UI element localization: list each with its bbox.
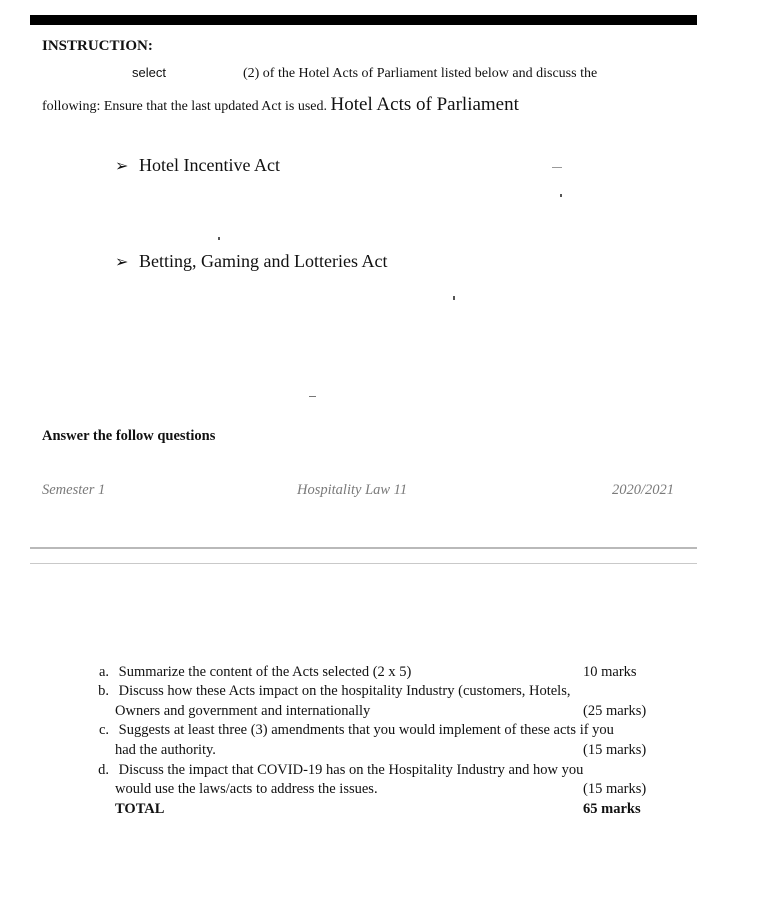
act-item [115, 251, 387, 272]
question-letter: b. [98, 683, 109, 699]
arrow-bullet-icon: ➢ [115, 156, 129, 175]
instruction-title: INSTRUCTION: [42, 38, 153, 54]
arrow-bullet-icon: ➢ [115, 252, 129, 271]
scan-speck [552, 167, 562, 168]
question-marks: (25 marks) [583, 703, 647, 719]
header-rule [30, 15, 697, 25]
question-text: Suggests at least three (3) amendments that you would implement of these acts if you [118, 722, 614, 738]
footer-course: Hospitality Law 11 [297, 482, 408, 498]
question-marks: (15 marks) [583, 781, 647, 797]
question-text-cont: had the authority. [115, 742, 216, 758]
scan-speck [218, 237, 220, 240]
question-text-cont: Owners and government and internationally [115, 703, 371, 719]
question-text: Discuss the impact that COVID-19 has on the Hospitality Industry and how you [118, 762, 584, 778]
question-letter: a. [98, 664, 109, 680]
scan-speck [309, 396, 316, 397]
instruction-line-1 [132, 65, 597, 82]
page-divider [30, 547, 697, 549]
question-letter: d. [98, 762, 109, 778]
question-text: Summarize the content of the Acts selected (2 x 5) [118, 664, 412, 680]
question-item [87, 762, 583, 779]
page-divider [30, 563, 697, 564]
act-item [115, 155, 280, 176]
question-marks: (15 marks) [583, 742, 647, 758]
answer-heading: Answer the follow questions [42, 428, 216, 444]
acts-heading: Hotel Acts of Parliament [330, 94, 519, 115]
question-marks: 10 marks [583, 664, 637, 680]
question-text: Discuss how these Acts impact on the hospitality Industry (customers, Hotels, [118, 683, 571, 699]
question-item [87, 683, 570, 700]
question-text-cont: would use the laws/acts to address the issues. [115, 781, 378, 797]
instruction-line-2 [42, 94, 519, 116]
instruction-line-2-text: following: Ensure that the last updated Act is used. [42, 99, 328, 114]
instruction-line-1-rest: (2) of the Hotel Acts of Parliament listed below and discuss the [242, 66, 598, 81]
question-letter: c. [98, 722, 109, 738]
select-word: select [132, 65, 166, 80]
footer-year: 2020/2021 [612, 482, 675, 498]
act-label: Betting, Gaming and Lotteries Act [139, 251, 388, 271]
total-marks: 65 marks [583, 801, 641, 817]
act-label: Hotel Incentive Act [139, 155, 280, 175]
question-item [87, 722, 614, 739]
scan-speck [560, 194, 562, 197]
scan-speck [453, 296, 455, 300]
footer-semester: Semester 1 [42, 482, 106, 498]
total-label: TOTAL [115, 801, 165, 817]
question-item [87, 664, 411, 681]
